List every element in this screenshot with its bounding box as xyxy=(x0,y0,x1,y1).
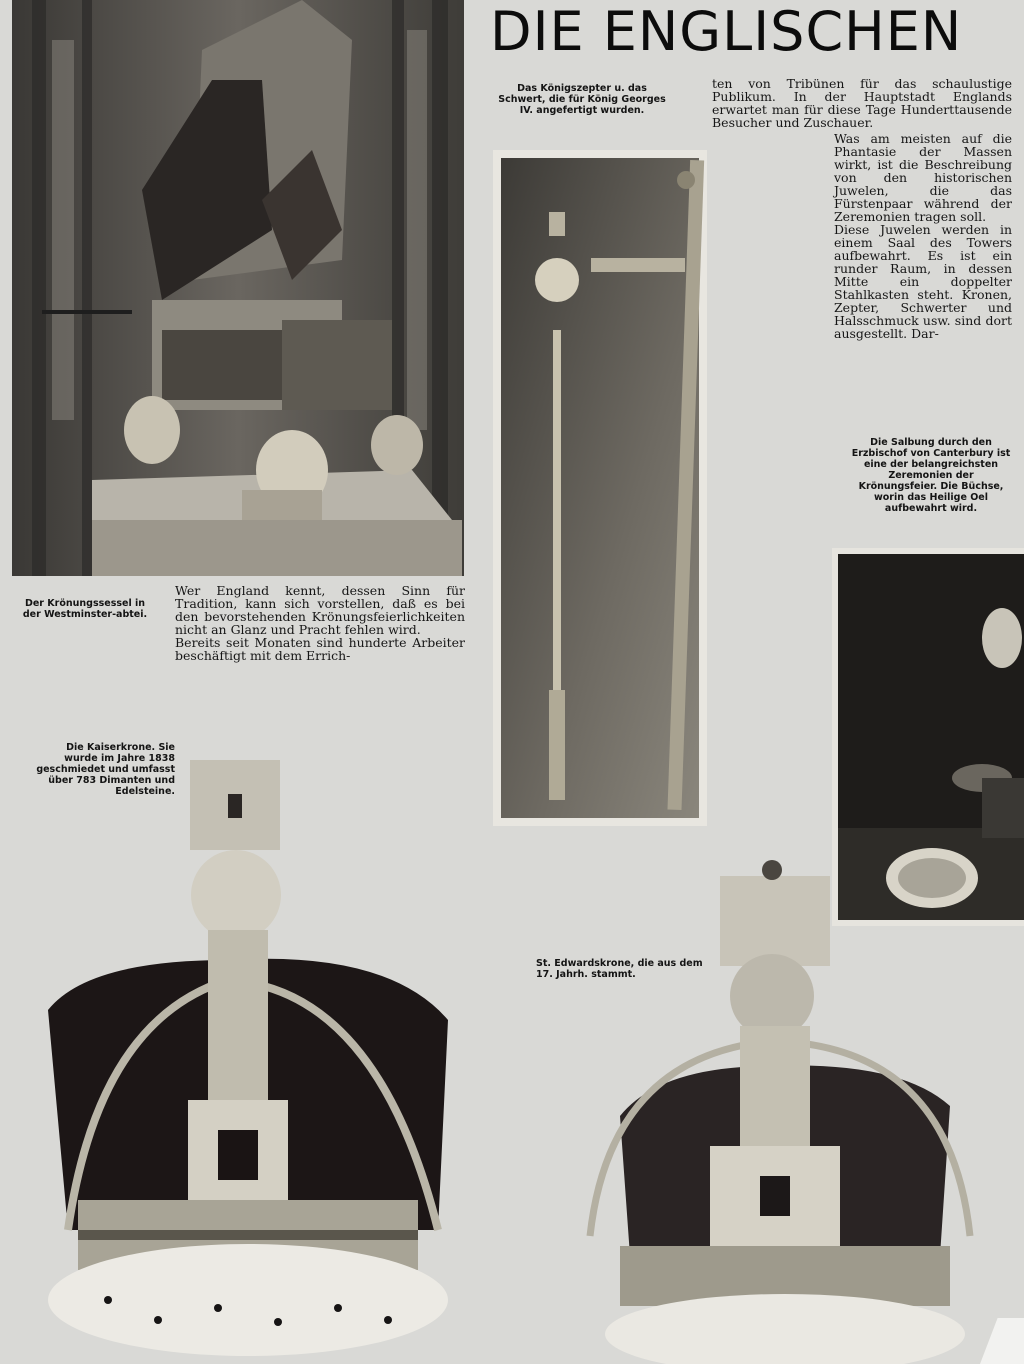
imperial-crown-caption: Die Kaiserkrone. Sie wurde im Jahre 1838 geschmiedet und umfasst über 783 Dimanten und Edelsteine. xyxy=(36,742,175,797)
article-left-column xyxy=(175,584,465,662)
throne-caption: Der Krönungssessel in der Westminster-abtei. xyxy=(22,598,148,620)
sceptre-caption: Das Königszepter u. das Schwert, die für König Georges IV. angefertigt wurden. xyxy=(498,83,666,116)
headline: DIE ENGLISCHEN xyxy=(490,0,963,63)
article-paragraph: Wer England kennt, dessen Sinn für Tradition, kann sich vorstellen, daß es bei den bevorstehenden Krönungsfeierlichkeiten nicht an Glanz und Pracht fehlen wird. xyxy=(175,583,465,637)
edward-crown-caption: St. Edwardskrone, die aus dem 17. Jahrh. stammt. xyxy=(536,958,703,980)
article-right-column-top: ten von Tribünen für das schaulustige Publikum. In der Hauptstadt Englands erwartet man für diese Tage Hunderttausende Besucher und Zuschauer. xyxy=(712,76,1012,130)
ampulla-caption: Die Salbung durch den Erzbischof von Canterbury ist eine der belangreichsten Zeremonien der Krönungsfeier. Die Büchse, worin das Heilige Oel aufbewahrt wird. xyxy=(851,437,1011,514)
article-paragraph: Bereits seit Monaten sind hunderte Arbeiter beschäftigt mit dem Errich- xyxy=(175,635,465,663)
article-paragraph: Was am meisten auf die Phantasie der Massen wirkt, ist die Beschreibung von den historischen Juwelen, die das Fürstenpaar während der Zeremonien tragen soll. xyxy=(834,131,1012,224)
article-paragraph: Diese Juwelen werden in einem Saal des Towers aufbewahrt. Es ist ein runder Raum, in dessen Mitte ein doppelter Stahlkasten steht. Kronen, Zepter, Schwerter und Halsschmuck usw. sind dort ausgestellt. Dar- xyxy=(834,222,1012,341)
article-right-column-narrow xyxy=(834,132,1012,340)
imperial-crown-photo xyxy=(28,760,458,1364)
page-corner xyxy=(980,1318,1024,1364)
edward-crown-photo xyxy=(580,856,980,1364)
throne-photo xyxy=(12,0,464,576)
sceptre-sword-photo xyxy=(493,150,707,826)
